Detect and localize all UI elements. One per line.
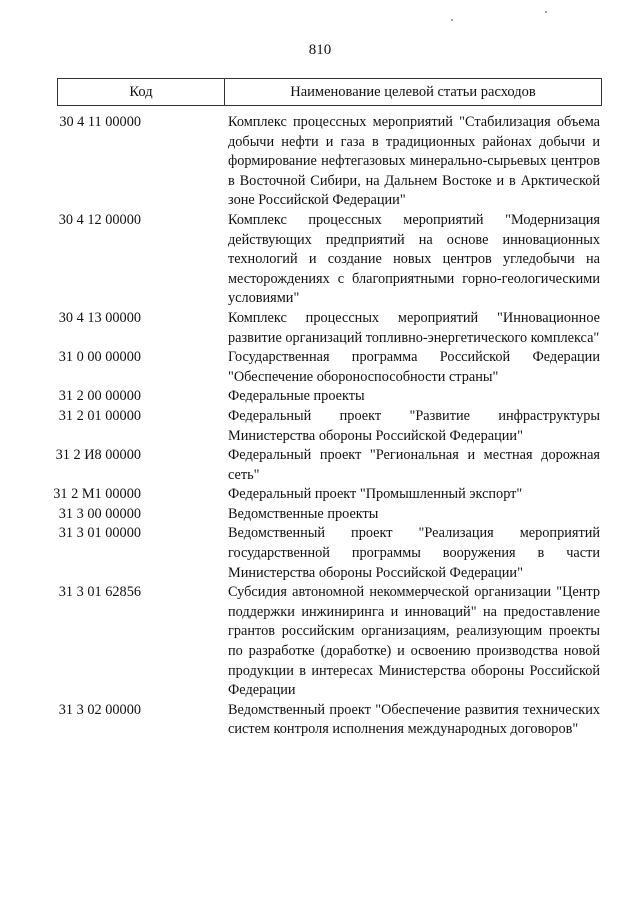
row-name: Федеральный проект "Промышленный экспорт" [228, 486, 523, 503]
column-header-code: Код [58, 79, 225, 105]
row-name: Субсидия автономной некоммерческой организации "Центр поддержки инжиниринга и инноваций" на предоставление грантов российским организациям, реализующим проекты по разработке (доработке) и освоению производства новой продукции в интересах Министерства обороны Российской Федерации [228, 584, 600, 699]
table-row [0, 387, 640, 407]
row-name: Государственная программа Российской Федерации "Обеспечение обороноспособности страны" [228, 349, 600, 385]
table-row [0, 505, 640, 525]
row-name: Комплекс процессных мероприятий "Стабилизация объема добычи нефти и газа в традиционных районах добычи и формирование нефтегазовых минерально-сырьевых центров в Восточной Сибири, на Дальнем Востоке и в Арктической зоне Российской Федерации" [228, 114, 600, 209]
table-row [0, 583, 640, 701]
row-code: 31 2 М1 00000 [53, 486, 141, 503]
row-name: Федеральный проект "Региональная и местная дорожная сеть" [228, 447, 600, 483]
scan-speck [545, 11, 547, 13]
row-code: 30 4 11 00000 [59, 114, 141, 130]
row-code: 30 4 13 00000 [58, 309, 141, 326]
page-number: 810 [308, 42, 332, 58]
table-row [0, 485, 640, 505]
row-code: 30 4 12 00000 [58, 211, 141, 228]
row-code: 31 0 00 00000 [58, 349, 141, 366]
row-code: 31 3 01 62856 [58, 584, 141, 601]
row-name: Ведомственные проекты [228, 505, 379, 522]
row-code: 31 2 00 00000 [58, 388, 141, 405]
table-row [0, 701, 640, 740]
row-code: 31 2 И8 00000 [55, 447, 141, 464]
row-name: Ведомственный проект "Реализация мероприятий государственной программы вооружения в части Министерства обороны Российской Федерации" [228, 525, 600, 581]
row-code: 31 3 01 00000 [58, 525, 141, 542]
row-name: Федеральный проект "Развитие инфраструктуры Министерства обороны Российской Федерации" [228, 407, 600, 444]
table-body [0, 113, 640, 740]
row-code: 31 3 00 00000 [58, 505, 141, 522]
table-row [0, 446, 640, 485]
table-row [0, 211, 640, 309]
table-row [0, 113, 640, 211]
row-name: Комплекс процессных мероприятий "Модернизация действующих предприятий на основе инновационных технологий и создание новых центров угледобычи на месторождениях с благоприятными горно-геологическими условиями" [228, 211, 600, 307]
table-row [0, 348, 640, 387]
scan-speck [451, 19, 453, 21]
row-name: Федеральные проекты [228, 388, 365, 405]
row-code: 31 3 02 00000 [58, 701, 141, 718]
table-row [0, 524, 640, 583]
table-row [0, 407, 640, 446]
column-header-name: Наименование целевой статьи расходов [290, 83, 536, 100]
row-name: Ведомственный проект "Обеспечение развития технических систем контроля исполнения международных договоров" [228, 701, 600, 738]
row-code: 31 2 01 00000 [58, 407, 141, 424]
table-header [57, 78, 602, 106]
table-row [0, 309, 640, 348]
row-name: Комплекс процессных мероприятий "Инновационное развитие организаций топливно-энергетического комплекса" [228, 309, 600, 346]
